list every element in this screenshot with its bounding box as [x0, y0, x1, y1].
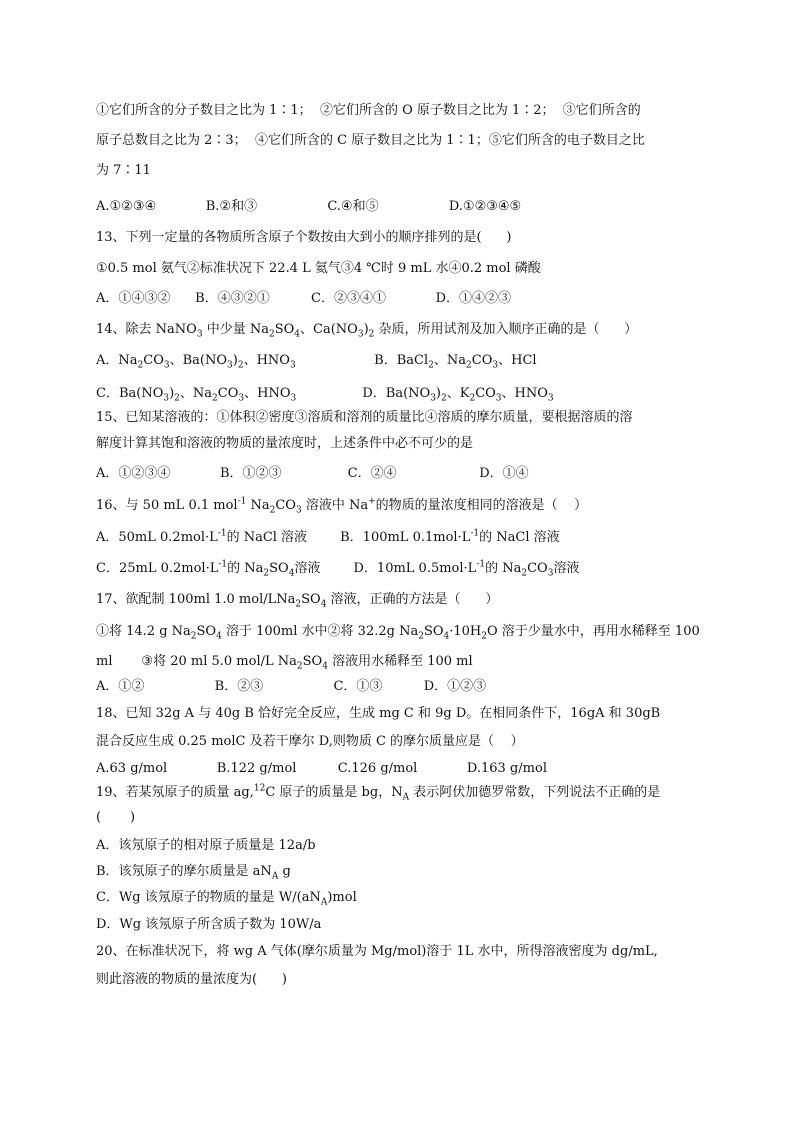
answer-options: A.①②③④ B.②和③ C.④和⑤ D.①②③④⑤	[96, 199, 522, 214]
answer-options: A．$Na_2CO_3$、$Ba(NO_3)_2$、$HNO_3$ B．BaCl$_2$、$Na_2CO_3$、HCl	[96, 353, 537, 371]
answer-options: A．①② B．②③ C．①③ D．①②③	[96, 679, 487, 694]
text-line: ①将 14.2 g $Na_2SO_4$ 溶于 100ml 水中②将 32.2g $Na_2SO_4\cdot 10H_2O$ 溶于少量水中，再用水稀释至 100	[96, 624, 700, 642]
text-line: ①0.5 mol 氨气②标准状况下 22.4 L 氦气③4 ℃时 9 mL 水④0.2 mol 磷酸	[96, 261, 541, 276]
question-19: 19、若某氖原子的质量 ag,$^{12}$C 原子的质量是 bg，$N_A$ 表示阿伏加德罗常数，下列说法不正确的是	[96, 783, 661, 803]
question-16: 16、与 50 mL 0.1 mol$^{-1}$ $Na_2CO_3$ 溶液中 Na+的物质的量浓度相同的溶液是（ ）	[96, 496, 588, 516]
answer-options: C．25mL $0.2mol\cdot L^{-1}$的 $Na_2SO_4$溶液 D．10mL $0.5mol\cdot L^{-1}$的 $Na_2CO_3$溶液	[96, 559, 580, 579]
text-line: 则此溶液的物质的量浓度为( )	[96, 972, 287, 987]
question-18: 18、已知 32g A 与 40g B 恰好完全反应，生成 mg C 和 9g D。在相同条件下，16gA 和 30gB	[96, 706, 661, 721]
text-line: 为 7∶11	[96, 163, 151, 178]
question-20: 20、在标准状况下，将 wg A 气体(摩尔质量为 Mg/mol)溶于 1L 水中，所得溶液密度为 dg/mL,	[96, 944, 658, 959]
text-line: 原子总数目之比为 2∶3； ④它们所含的 C 原子数目之比为 1∶1；⑤它们所含的电子数目之比	[96, 133, 645, 148]
text-line: ml ③将 20 ml 5.0 mol/L $Na_2SO_4$ 溶液用水稀释至 100 ml	[96, 654, 473, 672]
text-line: 解度计算其饱和溶液的物质的量浓度时，上述条件中必不可少的是	[96, 436, 474, 451]
question-15: 15、已知某溶液的：①体积②密度③溶质和溶剂的质量比④溶质的摩尔质量，要根据溶质的溶	[96, 410, 633, 425]
answer-options: A．①②③④ B．①②③ C．②④ D．①④	[96, 466, 529, 481]
text-line: ①它们所含的分子数目之比为 1∶1； ②它们所含的 O 原子数目之比为 1∶2； ③它们所含的	[96, 103, 641, 118]
text-line: ( )	[96, 810, 136, 825]
answer-options: A．①④③② B．④③②① C．②③④① D．①④②③	[96, 291, 512, 306]
question-14: 14、除去 NaNO$_3$ 中少量 $Na_2SO_4$、$Ca(NO_3)_2$ 杂质，所用试剂及加入顺序正确的是（ ）	[96, 322, 638, 340]
answer-option: D．Wg 该氖原子所含质子数为 10W/a	[96, 917, 322, 932]
answer-option: C．Wg 该氖原子的物质的量是 $W/(aN_A)mol$	[96, 890, 357, 908]
question-13: 13、下列一定量的各物质所含原子个数按由大到小的顺序排列的是( )	[96, 230, 512, 245]
text-line: 混合反应生成 0.25 molC 及若干摩尔 D,则物质 C 的摩尔质量应是（ ）	[96, 734, 524, 749]
answer-option: A．该氖原子的相对原子质量是 12a/b	[96, 838, 316, 853]
answer-options: C．$Ba(NO_3)_2$、$Na_2CO_3$、$HNO_3$ D．$Ba(NO_3)_2$、$K_2CO_3$、$HNO_3$	[96, 386, 554, 404]
question-17: 17、欲配制 100ml 1.0 mol/$LNa_2SO_4$ 溶液，正确的方法是（ ）	[96, 592, 499, 610]
answer-options: A．50mL $0.2mol\cdot L^{-1}$的 NaCl 溶液 B．100mL $0.1mol\cdot L^{-1}$的 NaCl 溶液	[96, 528, 560, 545]
answer-option: B．该氖原子的摩尔质量是 $aN_A$ g	[96, 864, 291, 882]
answer-options: A.63 g/mol B.122 g/mol C.126 g/mol D.163 g/mol	[96, 761, 547, 776]
